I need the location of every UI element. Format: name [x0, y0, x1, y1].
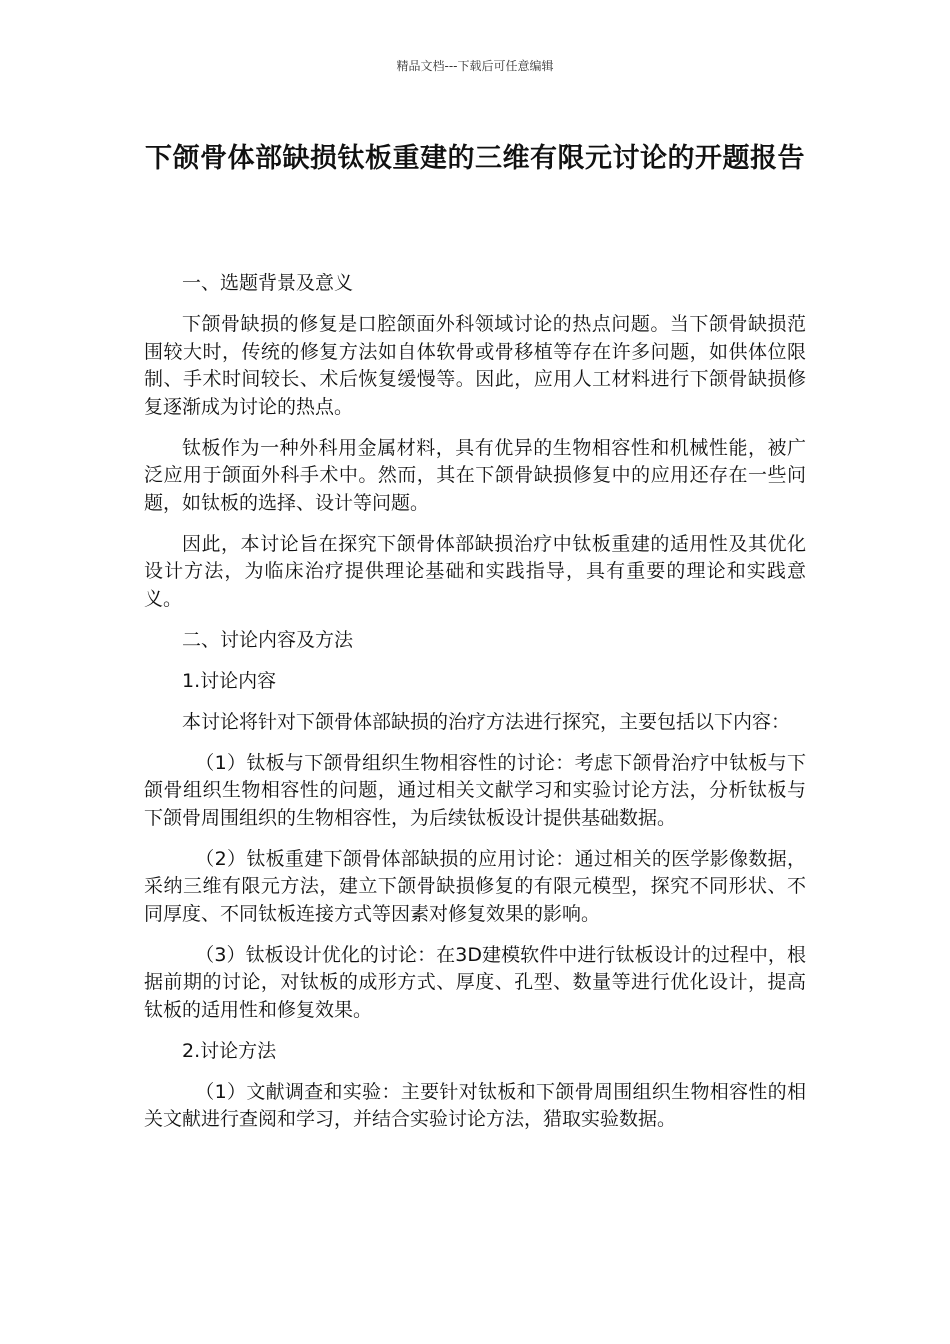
paragraph-4: 本讨论将针对下颌骨体部缺损的治疗方法进行探究，主要包括以下内容： — [182, 710, 791, 733]
content-item-1: （1）钛板与下颌骨组织生物相容性的讨论：考虑下颌骨治疗中钛板与下颌骨组织生物相容性的问题，通过相关文献学习和实验讨论方法，分析钛板与下颌骨周围组织的生物相容性，为后续钛板设计提供基础数据。 — [144, 751, 806, 829]
paragraph-3: 因此，本讨论旨在探究下颌骨体部缺损治疗中钛板重建的适用性及其优化设计方法，为临床治疗提供理论基础和实践指导，具有重要的理论和实践意义。 — [144, 532, 806, 610]
subsection-2-1-heading: 1.讨论内容 — [182, 669, 277, 692]
document-title: 下颌骨体部缺损钛板重建的三维有限元讨论的开题报告 — [145, 143, 805, 174]
method-item-1: （1）文献调查和实验：主要针对钛板和下颌骨周围组织生物相容性的相关文献进行查阅和学习，并结合实验讨论方法，猎取实验数据。 — [144, 1080, 806, 1130]
paragraph-2: 钛板作为一种外科用金属材料，具有优异的生物相容性和机械性能，被广泛应用于颌面外科手术中。然而，其在下颌骨缺损修复中的应用还存在一些问题，如钛板的选择、设计等问题。 — [144, 436, 806, 514]
section-2-heading: 二、讨论内容及方法 — [182, 628, 354, 651]
subsection-2-2-heading: 2.讨论方法 — [182, 1039, 277, 1062]
paragraph-1: 下颌骨缺损的修复是口腔颌面外科领域讨论的热点问题。当下颌骨缺损范围较大时，传统的修复方法如自体软骨或骨移植等存在许多问题，如供体位限制、手术时间较长、术后恢复缓慢等。因此，应用人工材料进行下颌骨缺损修复逐渐成为讨论的热点。 — [144, 313, 806, 418]
page-header: 精品文档---下载后可任意编辑 — [396, 59, 554, 73]
content-item-3: （3）钛板设计优化的讨论：在3D建模软件中进行钛板设计的过程中，根据前期的讨论，对钛板的成形方式、厚度、孔型、数量等进行优化设计，提高钛板的适用性和修复效果。 — [144, 943, 806, 1021]
section-1-heading: 一、选题背景及意义 — [182, 272, 354, 294]
content-item-2: （2）钛板重建下颌骨体部缺损的应用讨论：通过相关的医学影像数据，采纳三维有限元方法，建立下颌骨缺损修复的有限元模型，探究不同形状、不同厚度、不同钛板连接方式等因素对修复效果的影响。 — [144, 847, 806, 925]
document-body — [144, 270, 806, 1147]
